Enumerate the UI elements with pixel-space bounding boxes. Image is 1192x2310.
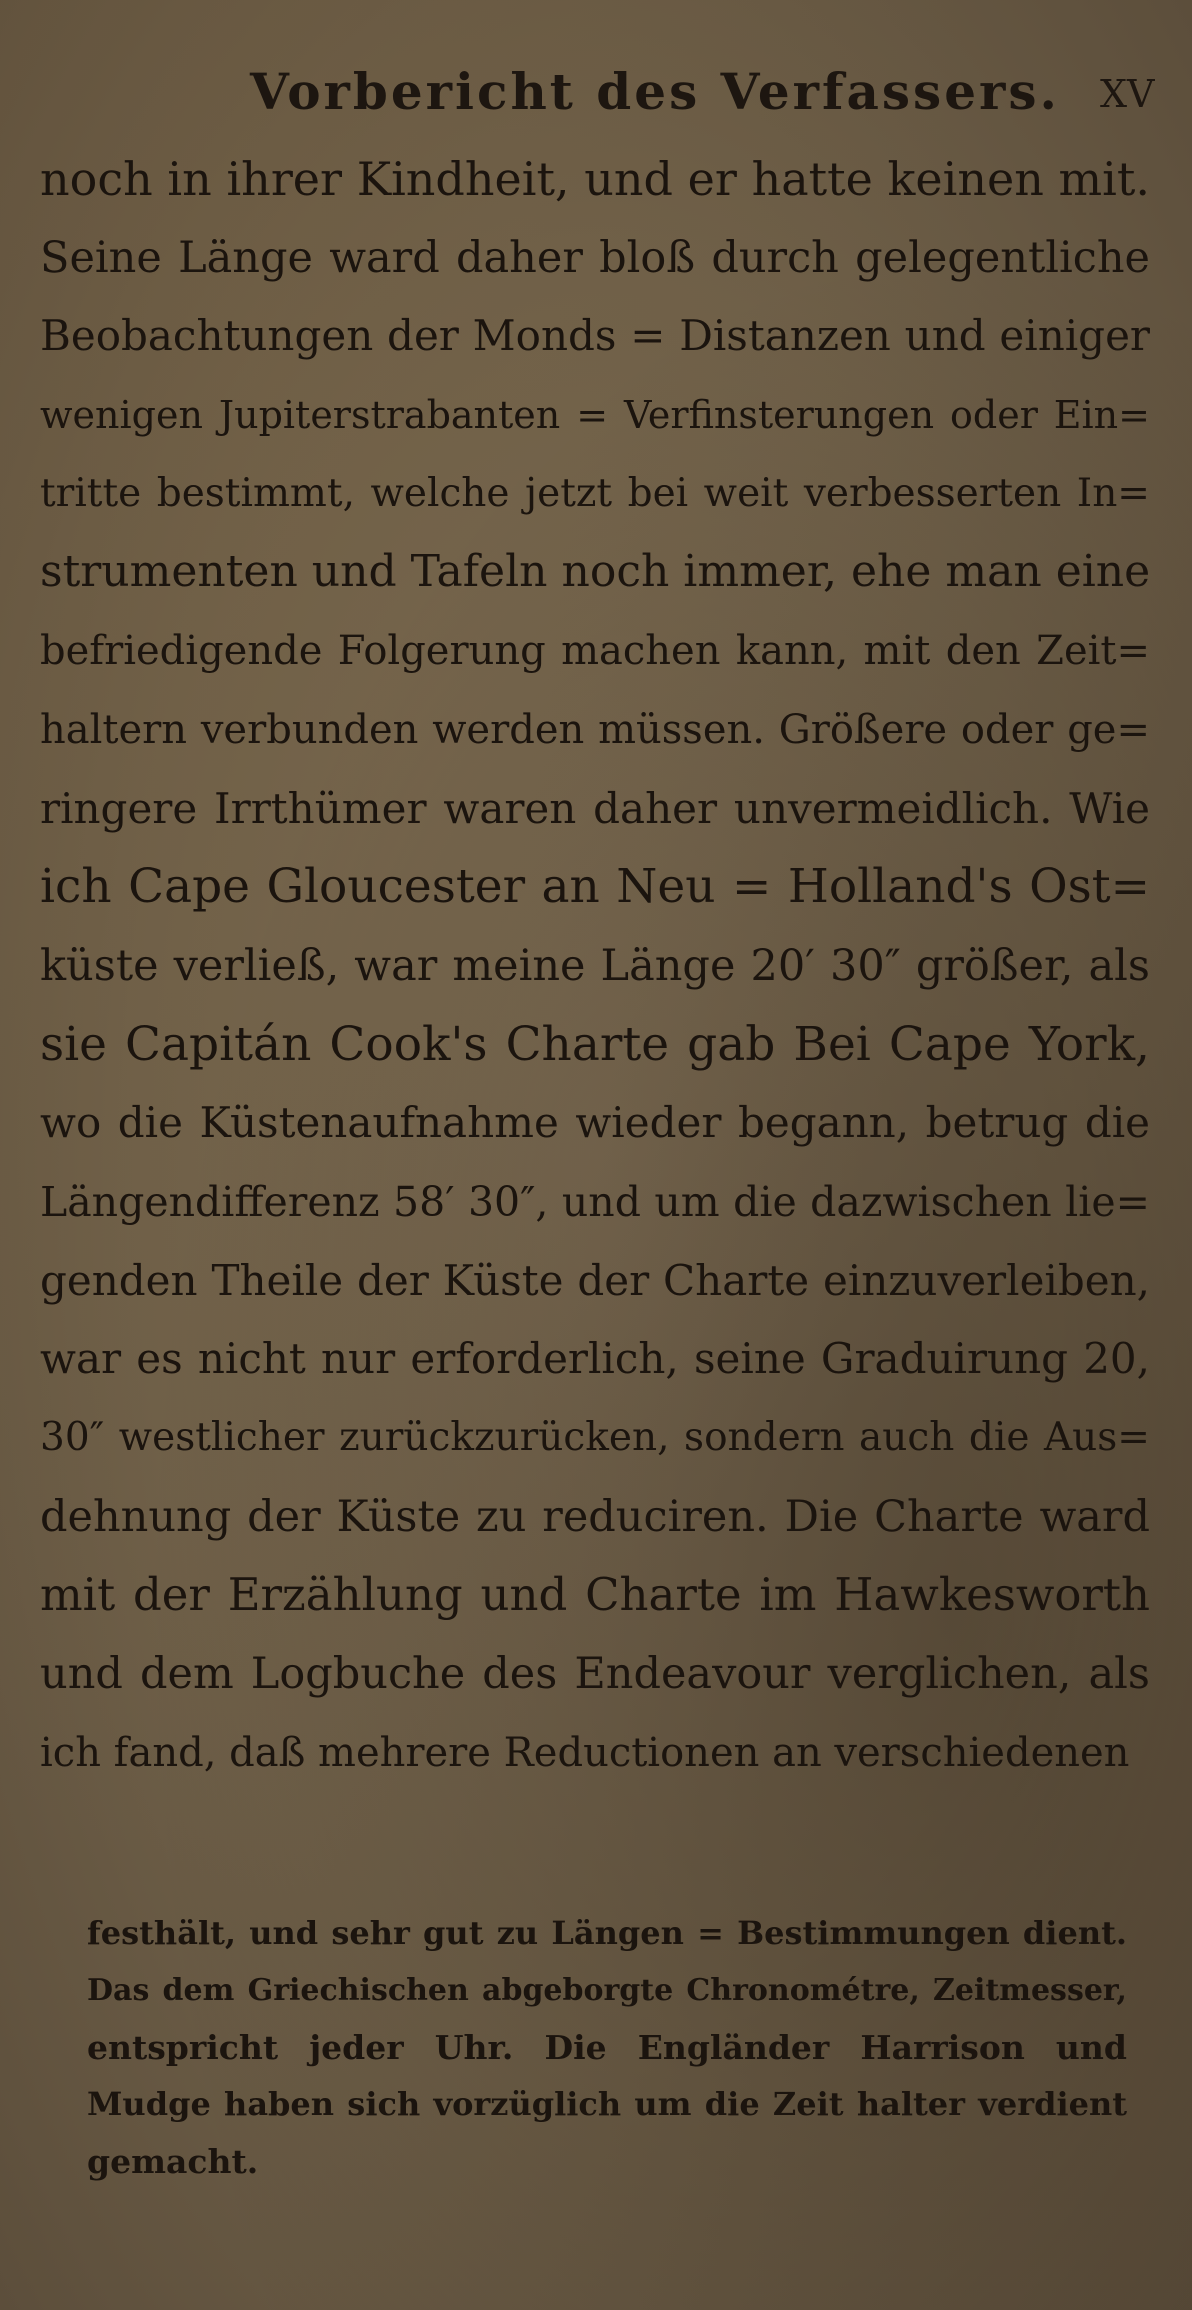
footnote-line: festhält, und sehr gut zu Längen = Bestimmungen dient. bbox=[87, 1914, 1127, 1952]
text-line: dehnung der Küste zu reduciren. Die Charte ward bbox=[40, 1491, 1150, 1542]
running-title: Vorbericht des Verfassers. bbox=[250, 62, 1060, 121]
main-text bbox=[40, 140, 1150, 1792]
text-line: 30″ westlicher zurückzurücken, sondern auch die Aus= bbox=[40, 1415, 1150, 1460]
text-line: wo die Küstenaufnahme wieder begann, betrug die bbox=[40, 1098, 1150, 1148]
page-number: XV bbox=[1100, 72, 1155, 116]
text-line: Seine Länge ward daher bloß durch gelegentliche bbox=[40, 232, 1150, 283]
footnote-line: Das dem Griechischen abgeborgte Chronométre, Zeitmesser, bbox=[87, 1973, 1127, 2008]
text-line: wenigen Jupiterstrabanten = Verfinsterungen oder Ein= bbox=[40, 393, 1150, 438]
text-line: mit der Erzählung und Charte im Hawkesworth bbox=[40, 1568, 1150, 1622]
footnote-line: gemacht. bbox=[87, 2142, 259, 2181]
text-line: und dem Logbuche des Endeavour verglichen, als bbox=[40, 1649, 1150, 1700]
text-line: haltern verbunden werden müssen. Größere oder ge= bbox=[40, 706, 1150, 753]
text-line: küste verließ, war meine Länge 20′ 30″ größer, als bbox=[40, 940, 1150, 991]
footnote-line: Mudge haben sich vorzüglich um die Zeit halter verdient bbox=[87, 2085, 1127, 2123]
text-line: ich fand, daß mehrere Reductionen an verschiedenen bbox=[40, 1729, 1130, 1776]
text-line: ringere Irrthümer waren daher unvermeidlich. Wie bbox=[40, 783, 1150, 833]
text-line: Längendifferenz 58′ 30″, und um die dazwischen lie= bbox=[40, 1177, 1150, 1226]
text-line: war es nicht nur erforderlich, seine Graduirung 20, bbox=[40, 1334, 1150, 1384]
text-line: sie Capitán Cook's Charte gab Bei Cape York, bbox=[40, 1016, 1150, 1072]
text-line: genden Theile der Küste der Charte einzuverleiben, bbox=[40, 1255, 1150, 1305]
text-line: ich Cape Gloucester an Neu = Holland's Ost= bbox=[40, 859, 1150, 915]
text-line: tritte bestimmt, welche jetzt bei weit verbesserten In= bbox=[40, 470, 1150, 516]
text-line: befriedigende Folgerung machen kann, mit den Zeit= bbox=[40, 628, 1150, 675]
text-line: noch in ihrer Kindheit, und er hatte keinen mit. bbox=[40, 152, 1150, 206]
footnote-line: entspricht jeder Uhr. Die Engländer Harrison und bbox=[87, 2028, 1127, 2067]
page-header bbox=[0, 62, 1192, 132]
text-line: strumenten und Tafeln noch immer, ehe man eine bbox=[40, 546, 1151, 598]
text-line: Beobachtungen der Monds = Distanzen und einiger bbox=[40, 311, 1150, 361]
footnote bbox=[87, 1905, 1127, 2190]
